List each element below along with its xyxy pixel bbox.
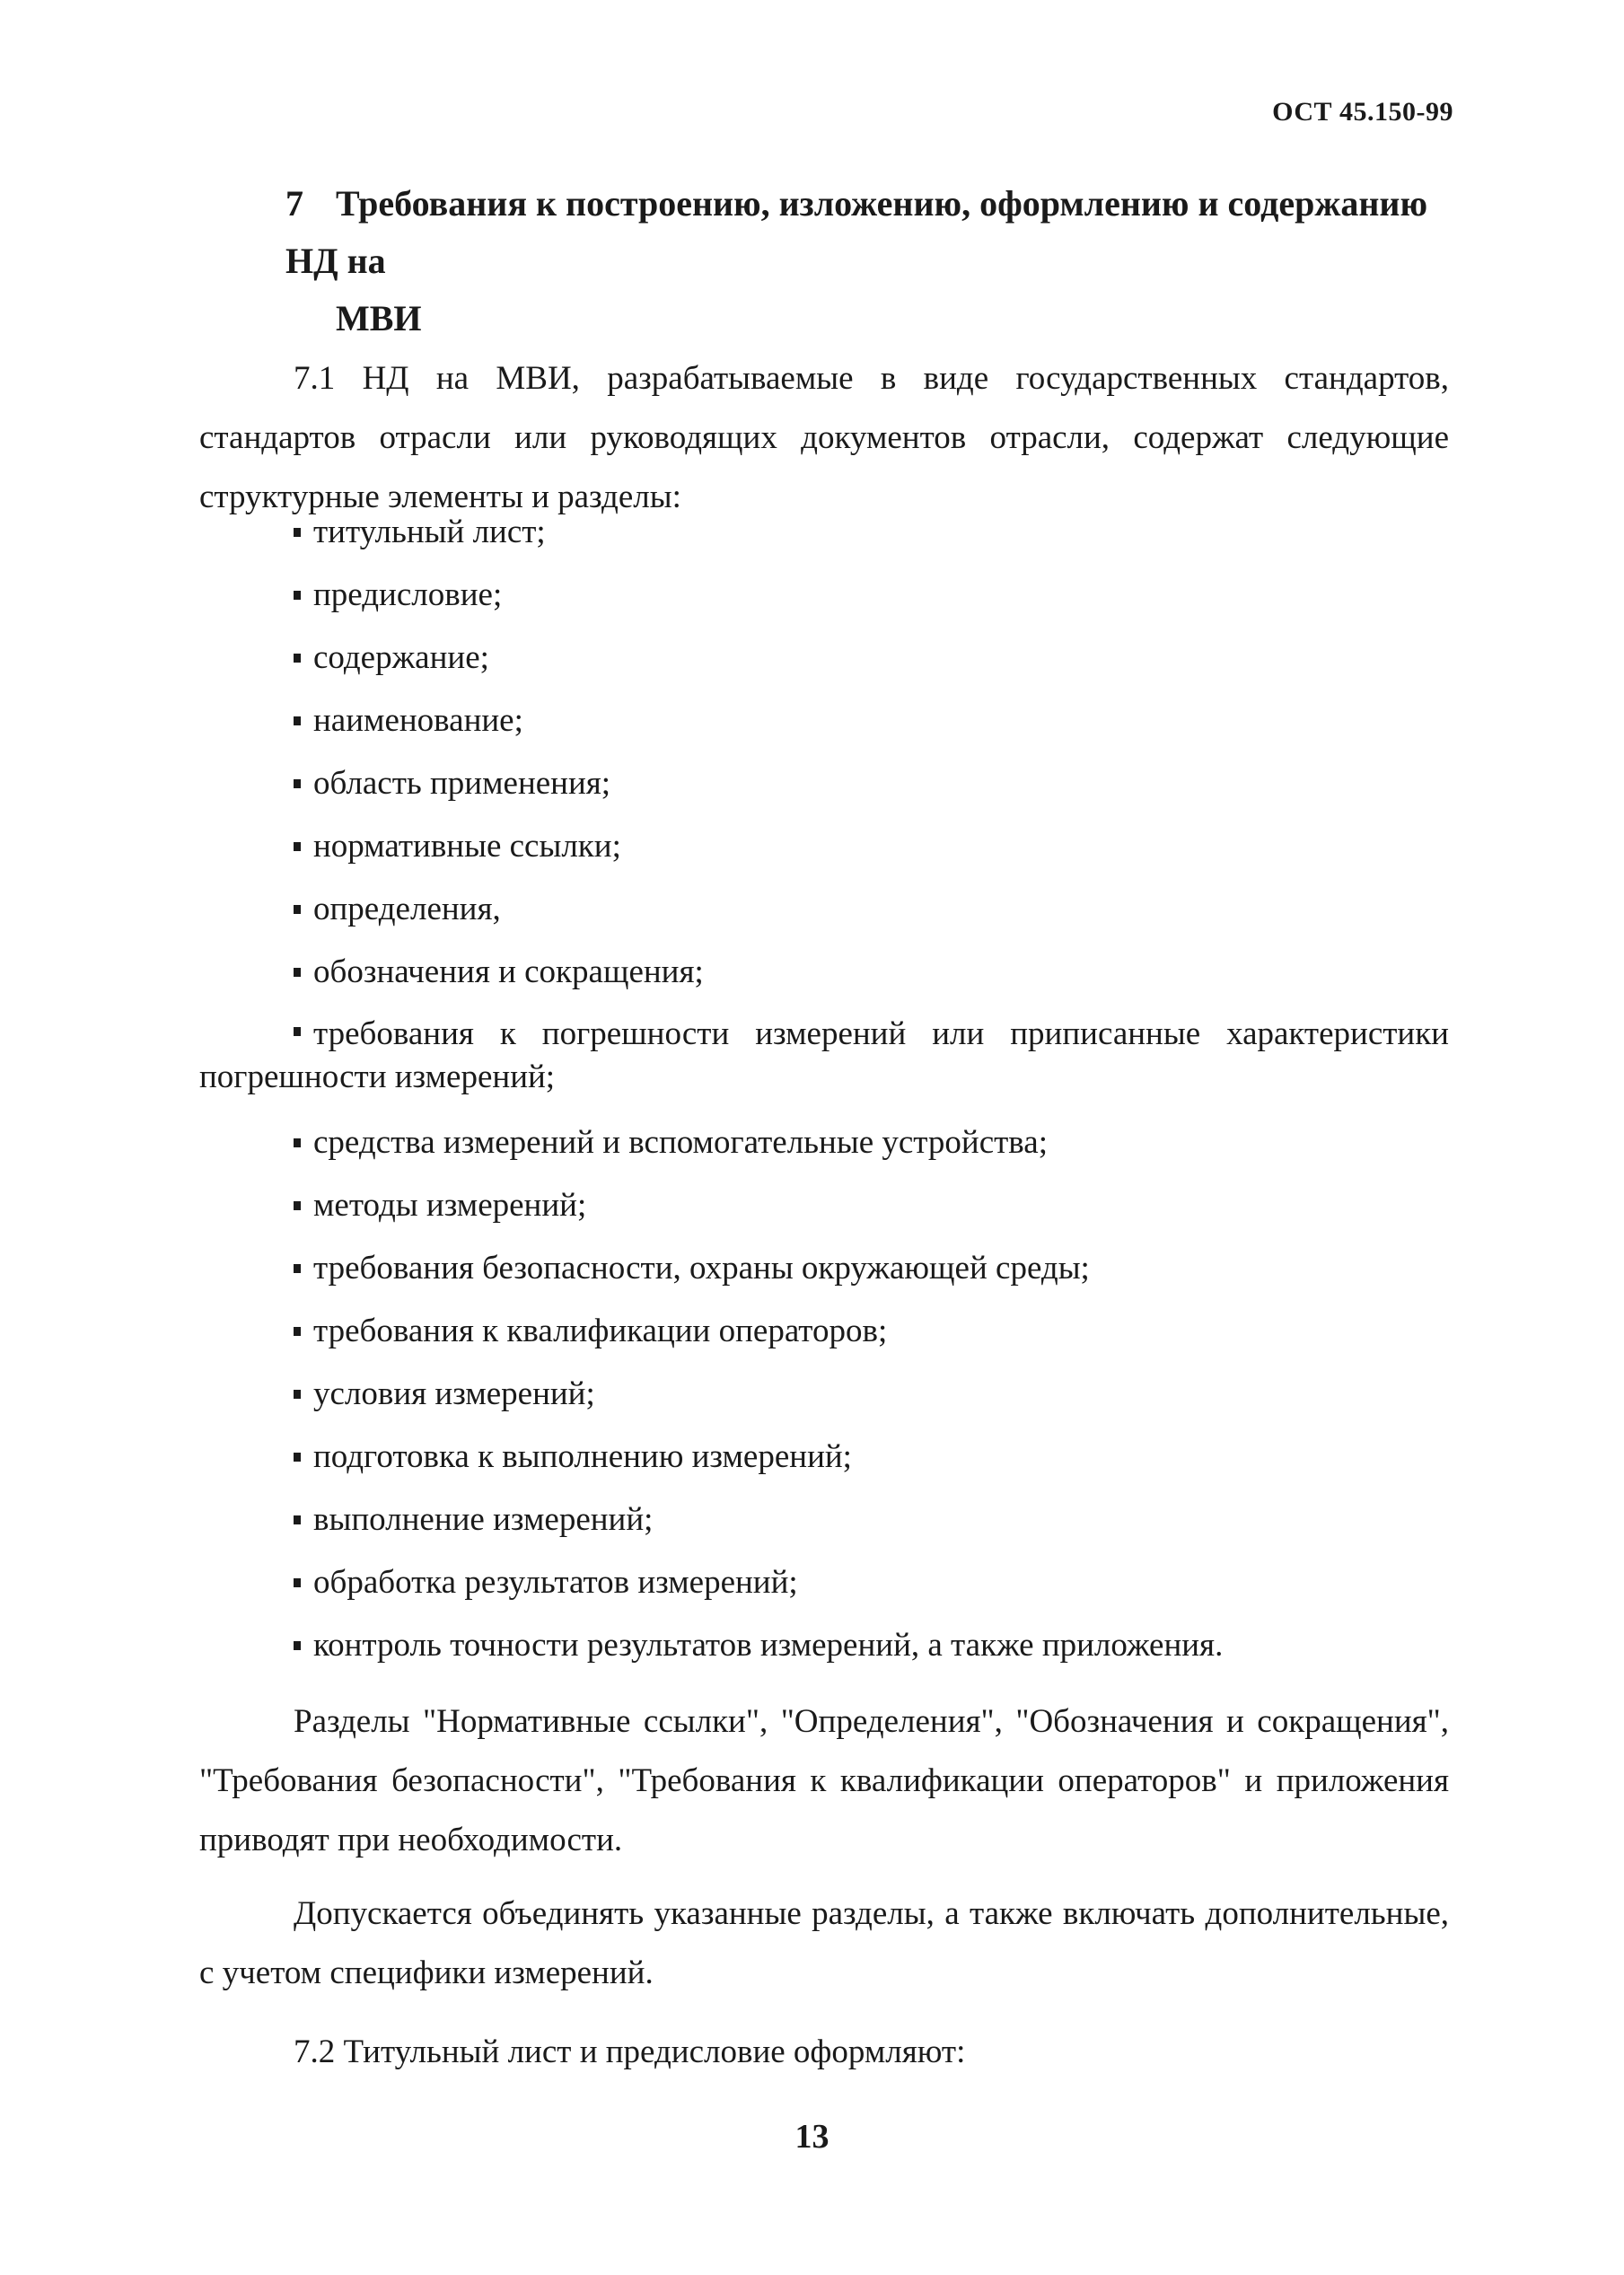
bullet-icon — [294, 1138, 301, 1147]
section-title-line2: МВИ — [336, 298, 422, 338]
list-item — [199, 1614, 1449, 1677]
list-item-text: определения, — [313, 891, 501, 927]
list-item-text: условия измерений; — [313, 1375, 595, 1412]
list-item-text: требования к квалификации операторов; — [313, 1313, 888, 1349]
list-item — [199, 1489, 1449, 1551]
list-item — [199, 564, 1449, 627]
list-item-text: контроль точности результатов измерений, а также приложения. — [313, 1627, 1224, 1664]
list-item-text: предисловие; — [313, 576, 503, 613]
bullet-icon — [294, 528, 301, 537]
list-item — [199, 1363, 1449, 1426]
list-item-text: область применения; — [313, 765, 611, 802]
list-item — [199, 1551, 1449, 1614]
section-title-line1: Требования к построению, изложению, оформлению и содержанию НД на — [285, 183, 1428, 281]
list-item-text: подготовка к выполнению измерений; — [313, 1438, 852, 1475]
bullet-icon — [294, 1453, 301, 1462]
list-item — [199, 627, 1449, 690]
paragraph-optional-sections: Разделы "Нормативные ссылки", "Определения", "Обозначения и сокращения", "Требования безопасности", "Требования к квалификации операторов" и приложения приводят при необходимости. — [199, 1703, 1449, 1858]
bullet-icon — [294, 905, 301, 914]
list-item — [199, 1111, 1449, 1174]
list-item — [199, 941, 1449, 1004]
list-item — [199, 1174, 1449, 1237]
list-item-text: требования к погрешности измерений или приписанные характеристики погрешности измерений; — [199, 1015, 1449, 1095]
bullet-icon — [294, 1578, 301, 1587]
list-item — [199, 690, 1449, 752]
bullet-icon — [294, 1264, 301, 1273]
list-item — [199, 815, 1449, 878]
list-item-text: методы измерений; — [313, 1187, 587, 1224]
bullet-icon — [294, 1027, 301, 1036]
list-item — [199, 878, 1449, 941]
list-item — [199, 1300, 1449, 1363]
bullet-icon — [294, 842, 301, 851]
bullet-icon — [294, 716, 301, 725]
bullet-icon — [294, 654, 301, 663]
section-heading — [285, 175, 1453, 347]
list-item-text: титульный лист; — [313, 514, 546, 550]
list-item — [199, 1426, 1449, 1489]
paragraph-7-2: 7.2 Титульный лист и предисловие оформляют: — [294, 2033, 966, 2070]
list-item-text: требования безопасности, охраны окружающей среды; — [313, 1250, 1090, 1287]
bullet-icon — [294, 1515, 301, 1524]
section-number: 7 — [285, 183, 303, 224]
page-number: 13 — [794, 2118, 830, 2156]
bullet-icon — [294, 1641, 301, 1650]
bullet-icon — [294, 779, 301, 788]
list-item-text: нормативные ссылки; — [313, 828, 621, 865]
list-item-text: содержание; — [313, 639, 489, 676]
list-item — [199, 501, 1449, 564]
bullet-icon — [294, 1390, 301, 1399]
list-item-text: выполнение измерений; — [313, 1501, 654, 1538]
list-item-text: обработка результатов измерений; — [313, 1564, 798, 1601]
paragraph-7-1: 7.1 НД на МВИ, разрабатываемые в виде государственных стандартов, стандартов отрасли или руководящих документов отрасли, содержат следующие структурные элементы и разделы: — [199, 360, 1449, 515]
paragraph-merge-sections: Допускается объединять указанные разделы, а также включать дополнительные, с учетом специфики измерений. — [199, 1895, 1449, 1991]
list-item-text: средства измерений и вспомогательные устройства; — [313, 1124, 1048, 1161]
bullet-icon — [294, 1201, 301, 1210]
list-item-text: наименование; — [313, 702, 523, 739]
document-code: ОСТ 45.150-99 — [1272, 97, 1453, 127]
bullet-icon — [294, 1327, 301, 1336]
list-item — [199, 752, 1449, 815]
bullet-icon — [294, 968, 301, 977]
structure-elements-list — [199, 501, 1449, 1677]
list-item-text: обозначения и сокращения; — [313, 953, 704, 990]
list-item — [199, 1237, 1449, 1300]
list-item — [199, 1004, 1449, 1111]
bullet-icon — [294, 591, 301, 600]
